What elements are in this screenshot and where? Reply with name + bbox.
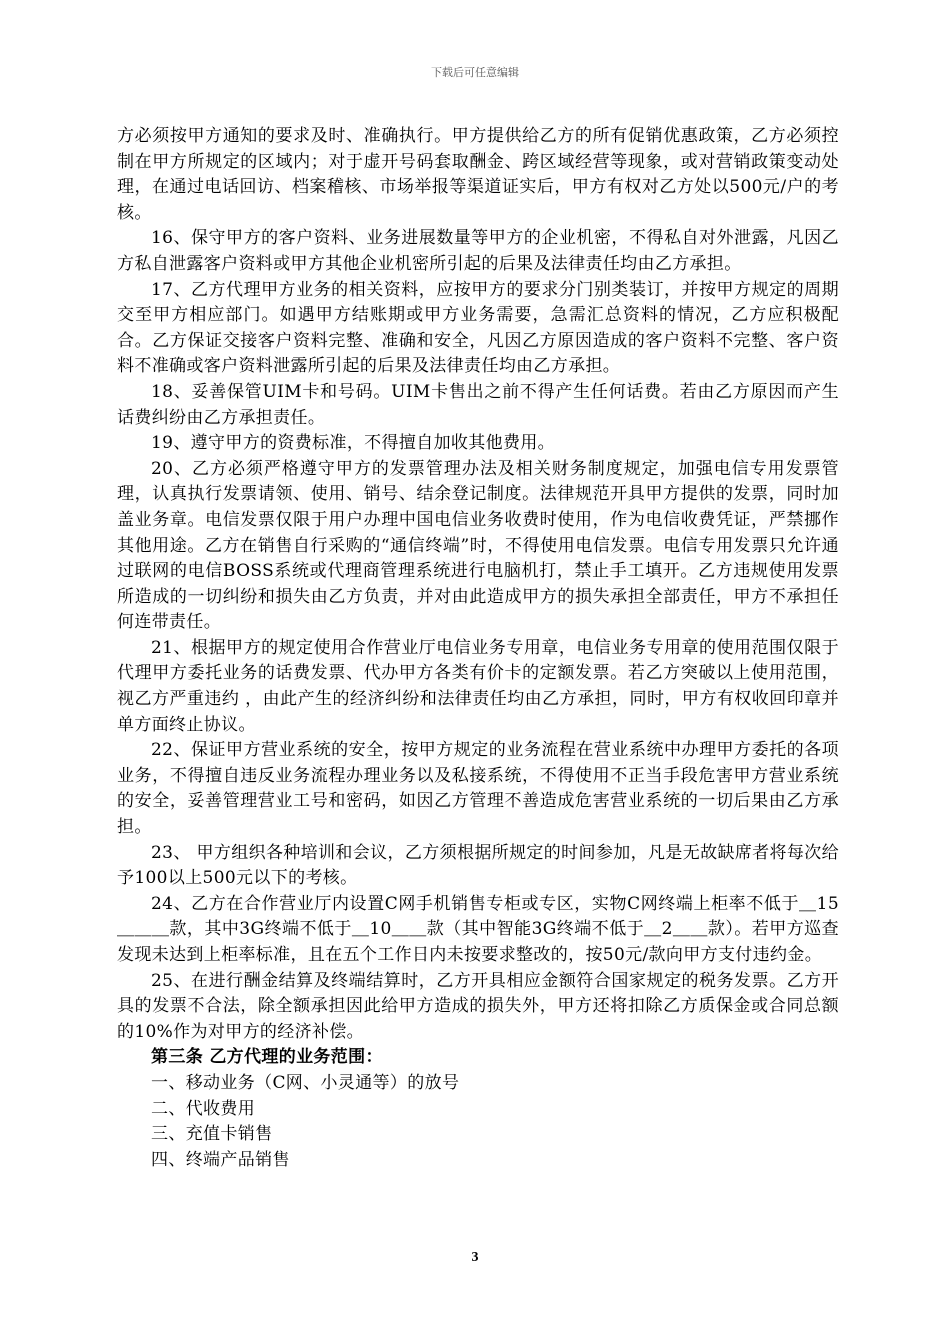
page-header: 下载后可任意编辑 (431, 66, 519, 79)
clause-16: 16、保守甲方的客户资料、业务进展数量等甲方的企业机密，不得私自对外泄露，凡因乙方私自泄露客户资料或甲方其他企业机密所引起的后果及法律责任均由乙方承担。 (117, 228, 839, 274)
clause-17: 17、乙方代理甲方业务的相关资料，应按甲方的要求分门别类装订，并按甲方规定的周期交至甲方相应部门。如遇甲方结账期或甲方业务需要，急需汇总资料的情况，乙方应积极配合。乙方保证交接客户资料完整、准确和安全，凡因乙方原因造成的客户资料不完整、客户资料不准确或客户资料泄露所引起的后果及法律责任均由乙方承担。 (117, 279, 839, 377)
paragraph-continuation: 方必须按甲方通知的要求及时、准确执行。甲方提供给乙方的所有促销优惠政策，乙方必须控制在甲方所规定的区域内；对于虚开号码套取酬金、跨区域经营等现象，或对营销政策变动处理，在通过电话回访、档案稽核、市场举报等渠道证实后，甲方有权对乙方处以500元/户的考核。 (117, 126, 839, 223)
scope-item-1: 一、移动业务（C网、小灵通等）的放号 (151, 1072, 460, 1093)
clause-22: 22、保证甲方营业系统的安全，按甲方规定的业务流程在营业系统中办理甲方委托的各项业务，不得擅自违反业务流程办理业务以及私接系统，不得使用不正当手段危害甲方营业系统的安全，妥善管理营业工号和密码，如因乙方管理不善造成危害营业系统的一切后果由乙方承担。 (117, 740, 839, 838)
section-title: 第三条 乙方代理的业务范围： (151, 1047, 383, 1068)
scope-item-3: 三、充值卡销售 (151, 1124, 273, 1145)
clause-18: 18、妥善保管UIM卡和号码。UIM卡售出之前不得产生任何话费。若由乙方原因而产生话费纠纷由乙方承担责任。 (117, 381, 839, 428)
scope-item-2: 二、代收费用 (151, 1098, 256, 1119)
scope-item-4: 四、终端产品销售 (151, 1149, 290, 1170)
clause-23: 23、 甲方组织各种培训和会议，乙方须根据所规定的时间参加，凡是无故缺席者将每次给予100以上500元以下的考核。 (117, 842, 839, 889)
clause-25: 25、在进行酬金结算及终端结算时，乙方开具相应金额符合国家规定的税务发票。乙方开具的发票不合法，除全额承担因此给甲方造成的损失外，甲方还将扣除乙方质保金或合同总额的10%作为对甲方的经济补偿。 (117, 970, 839, 1042)
clause-20: 20、乙方必须严格遵守甲方的发票管理办法及相关财务制度规定，加强电信专用发票管理，认真执行发票请领、使用、销号、结余登记制度。法律规范开具甲方提供的发票，同时加盖业务章。电信发票仅限于用户办理中国电信业务收费时使用，作为电信收费凭证，严禁挪作其他用途。乙方在销售自行采购的“通信终端”时，不得使用电信发票。电信专用发票只允许通过联网的电信BOSS系统或代理商管理系统进行电脑机打，禁止手工填开。乙方违规使用发票所造成的一切纠纷和损失由乙方负责，并对由此造成甲方的损失承担全部责任，甲方不承担任何连带责任。 (117, 458, 839, 633)
clause-19: 19、遵守甲方的资费标准，不得擅自加收其他费用。 (151, 433, 556, 454)
document-body (117, 124, 839, 1173)
clause-21: 21、根据甲方的规定使用合作营业厅电信业务专用章，电信业务专用章的使用范围仅限于代理甲方委托业务的话费发票、代办甲方各类有价卡的定额发票。若乙方突破以上使用范围，视乙方严重违约 ，由此产生的经济纠纷和法律责任均由乙方承担，同时，甲方有权收回印章并单方面终止协议。 (117, 637, 839, 735)
page-number: 3 (471, 1250, 479, 1265)
clause-24: 24、乙方在合作营业厅内设置C网手机销售专柜或专区，实物C网终端上柜率不低于＿15＿＿＿款，其中3G终端不低于＿10＿＿款（其中智能3G终端不低于＿2＿＿款）。若甲方巡查发现未达到上柜率标准，且在五个工作日内未按要求整改的，按50元/款向甲方支付违约金。 (117, 893, 839, 965)
